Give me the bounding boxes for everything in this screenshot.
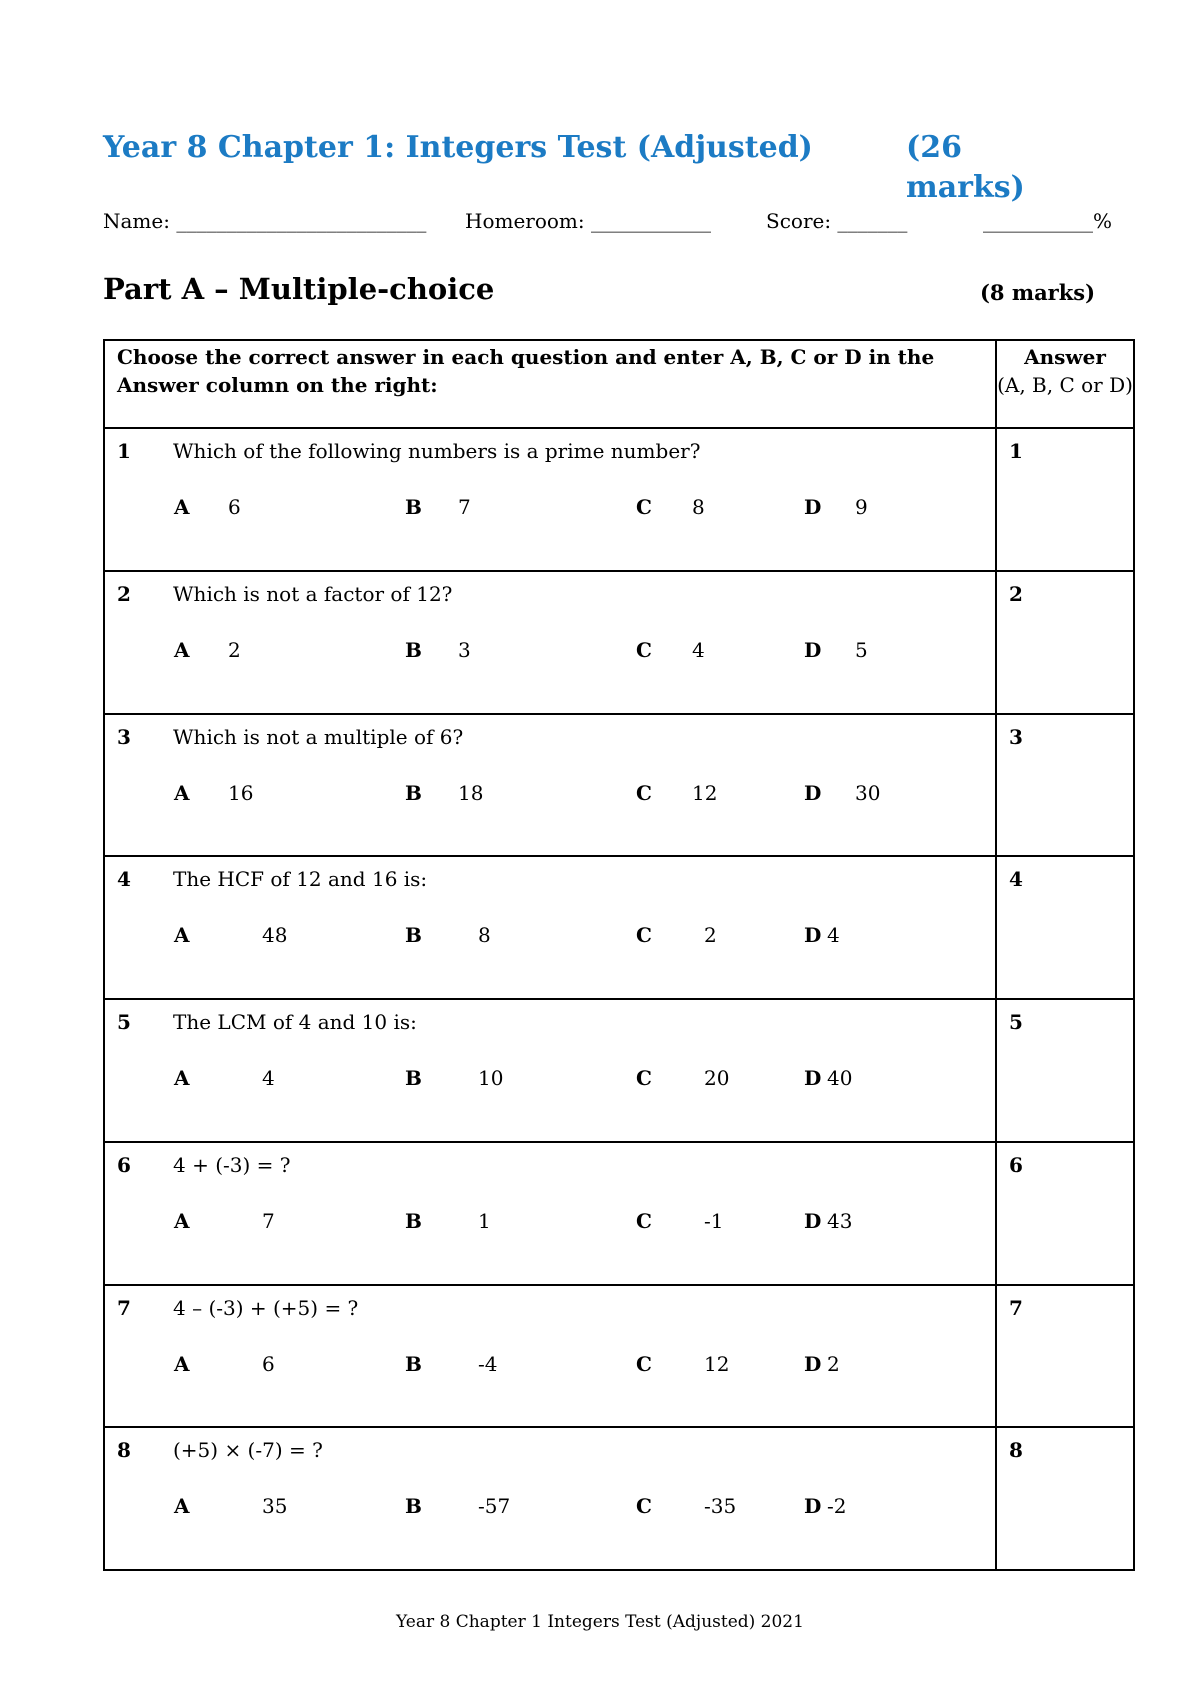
- option-value: 2: [704, 923, 717, 948]
- option-letter: D: [804, 1494, 822, 1519]
- answer-number: 6: [1009, 1152, 1023, 1177]
- option-value: 40: [827, 1066, 853, 1091]
- answer-number: 1: [1009, 439, 1023, 464]
- answer-header-title: Answer: [1024, 345, 1106, 369]
- option-b: [405, 1494, 422, 1518]
- answer-cell[interactable]: [996, 714, 1134, 857]
- homeroom-field[interactable]: Homeroom: ____________: [465, 209, 711, 233]
- question-row: [104, 571, 1134, 714]
- option-value: 1: [478, 1208, 491, 1233]
- table-header-row: [104, 340, 1134, 428]
- question-text: Which is not a multiple of 6?: [173, 724, 464, 749]
- option-value: 4: [262, 1066, 275, 1091]
- option-letter: A: [174, 638, 190, 663]
- option-letter: D: [804, 495, 822, 520]
- question-number: 1: [117, 439, 131, 464]
- question-number: 4: [117, 867, 131, 892]
- option-a: [174, 638, 190, 662]
- answer-cell[interactable]: [996, 1427, 1134, 1570]
- question-cell: [104, 714, 996, 857]
- option-letter: B: [405, 1494, 422, 1519]
- option-a: [174, 1209, 190, 1233]
- answer-cell[interactable]: [996, 999, 1134, 1142]
- option-c: [636, 1066, 652, 1090]
- option-value: -4: [478, 1351, 498, 1376]
- option-letter: A: [174, 1351, 190, 1376]
- name-field[interactable]: Name: _________________________: [103, 209, 427, 233]
- answer-header-cell: [996, 340, 1134, 428]
- part-a-heading: Part A – Multiple-choice: [103, 272, 495, 306]
- option-a: [174, 495, 190, 519]
- option-value: -35: [704, 1494, 737, 1519]
- question-cell: [104, 428, 996, 571]
- option-value: 4: [692, 638, 705, 663]
- option-letter: C: [636, 638, 652, 663]
- option-d: [804, 1352, 821, 1376]
- question-text: 4 + (-3) = ?: [173, 1152, 291, 1177]
- question-cell: [104, 1142, 996, 1285]
- option-value: 18: [458, 780, 484, 805]
- option-a: [174, 1494, 190, 1518]
- question-row: [104, 856, 1134, 999]
- option-value: 12: [692, 780, 718, 805]
- option-letter: C: [636, 923, 652, 948]
- option-letter: C: [636, 1066, 652, 1091]
- option-b: [405, 495, 422, 519]
- option-d: [804, 1066, 821, 1090]
- option-value: 8: [692, 495, 705, 520]
- option-letter: A: [174, 923, 190, 948]
- option-value: 6: [228, 495, 241, 520]
- question-cell: [104, 1427, 996, 1570]
- option-letter: B: [405, 1351, 422, 1376]
- option-letter: C: [636, 780, 652, 805]
- option-b: [405, 1352, 422, 1376]
- option-value: 6: [262, 1351, 275, 1376]
- option-letter: C: [636, 1351, 652, 1376]
- answer-number: 7: [1009, 1295, 1023, 1320]
- option-a: [174, 923, 190, 947]
- answer-header-sub: (A, B, C or D): [997, 373, 1133, 397]
- question-text: The HCF of 12 and 16 is:: [173, 867, 428, 892]
- question-text: The LCM of 4 and 10 is:: [173, 1010, 417, 1035]
- option-letter: C: [636, 495, 652, 520]
- answer-cell[interactable]: [996, 856, 1134, 999]
- option-c: [636, 1352, 652, 1376]
- question-row: [104, 1142, 1134, 1285]
- question-row: [104, 1427, 1134, 1570]
- question-row: [104, 714, 1134, 857]
- question-row: [104, 428, 1134, 571]
- option-value: 12: [704, 1351, 730, 1376]
- question-number: 7: [117, 1295, 131, 1320]
- percent-field[interactable]: ___________%: [983, 209, 1113, 233]
- option-d: [804, 495, 821, 519]
- option-letter: B: [405, 923, 422, 948]
- option-value: 48: [262, 923, 288, 948]
- option-d: [804, 1494, 821, 1518]
- option-b: [405, 1209, 422, 1233]
- student-info-line: [103, 206, 1123, 236]
- part-a-marks: (8 marks): [980, 280, 1096, 305]
- answer-number: 5: [1009, 1010, 1023, 1035]
- answer-cell[interactable]: [996, 428, 1134, 571]
- answer-cell[interactable]: [996, 571, 1134, 714]
- question-text: Which is not a factor of 12?: [173, 582, 453, 607]
- option-value: 9: [855, 495, 868, 520]
- option-letter: B: [405, 495, 422, 520]
- option-value: 3: [458, 638, 471, 663]
- option-c: [636, 1209, 652, 1233]
- option-letter: A: [174, 1066, 190, 1091]
- question-number: 2: [117, 582, 131, 607]
- option-letter: B: [405, 1066, 422, 1091]
- test-title: [103, 128, 1083, 205]
- option-a: [174, 1066, 190, 1090]
- option-value: 8: [478, 923, 491, 948]
- question-text: 4 – (-3) + (+5) = ?: [173, 1295, 359, 1320]
- option-letter: D: [804, 923, 822, 948]
- option-letter: D: [804, 638, 822, 663]
- total-marks: (26 marks): [906, 130, 1025, 205]
- score-field[interactable]: Score: _______: [766, 209, 908, 233]
- multiple-choice-table: [103, 339, 1135, 1571]
- option-b: [405, 638, 422, 662]
- question-number: 8: [117, 1438, 131, 1463]
- option-b: [405, 1066, 422, 1090]
- option-c: [636, 781, 652, 805]
- option-value: 16: [228, 780, 254, 805]
- answer-number: 4: [1009, 867, 1023, 892]
- option-a: [174, 781, 190, 805]
- option-value: 30: [855, 780, 881, 805]
- option-d: [804, 1209, 821, 1233]
- question-text: (+5) × (-7) = ?: [173, 1438, 323, 1463]
- option-c: [636, 495, 652, 519]
- option-b: [405, 923, 422, 947]
- option-letter: D: [804, 780, 822, 805]
- option-letter: D: [804, 1208, 822, 1233]
- option-value: -2: [827, 1494, 847, 1519]
- option-letter: A: [174, 1494, 190, 1519]
- option-c: [636, 638, 652, 662]
- option-letter: B: [405, 638, 422, 663]
- option-d: [804, 638, 821, 662]
- answer-cell[interactable]: [996, 1285, 1134, 1428]
- option-letter: B: [405, 1208, 422, 1233]
- option-letter: D: [804, 1066, 822, 1091]
- option-value: 20: [704, 1066, 730, 1091]
- option-value: 2: [228, 638, 241, 663]
- option-letter: D: [804, 1351, 822, 1376]
- question-row: [104, 999, 1134, 1142]
- answer-number: 2: [1009, 582, 1023, 607]
- question-number: 3: [117, 724, 131, 749]
- option-value: 43: [827, 1208, 853, 1233]
- option-value: 7: [262, 1208, 275, 1233]
- option-d: [804, 923, 821, 947]
- option-letter: A: [174, 780, 190, 805]
- title-text: Year 8 Chapter 1: Integers Test (Adjusted): [103, 130, 813, 165]
- option-value: 2: [827, 1351, 840, 1376]
- answer-cell[interactable]: [996, 1142, 1134, 1285]
- option-value: -57: [478, 1494, 511, 1519]
- option-value: 5: [855, 638, 868, 663]
- question-number: 5: [117, 1010, 131, 1035]
- option-letter: C: [636, 1494, 652, 1519]
- option-value: 7: [458, 495, 471, 520]
- option-value: 35: [262, 1494, 288, 1519]
- question-cell: [104, 999, 996, 1142]
- option-c: [636, 1494, 652, 1518]
- option-letter: A: [174, 495, 190, 520]
- question-cell: [104, 1285, 996, 1428]
- option-value: 4: [827, 923, 840, 948]
- question-text: Which of the following numbers is a prime number?: [173, 439, 701, 464]
- option-letter: C: [636, 1208, 652, 1233]
- answer-number: 3: [1009, 724, 1023, 749]
- question-number: 6: [117, 1152, 131, 1177]
- option-a: [174, 1352, 190, 1376]
- page-footer: Year 8 Chapter 1 Integers Test (Adjusted) 2021: [396, 1612, 804, 1632]
- option-b: [405, 781, 422, 805]
- question-row: [104, 1285, 1134, 1428]
- option-letter: A: [174, 1208, 190, 1233]
- answer-number: 8: [1009, 1438, 1023, 1463]
- option-value: 10: [478, 1066, 504, 1091]
- option-value: -1: [704, 1208, 724, 1233]
- instruction-text: Choose the correct answer in each question and enter A, B, C or D in the Answer column on the right:: [117, 345, 935, 397]
- option-d: [804, 781, 821, 805]
- part-a-header: [103, 272, 1103, 312]
- option-letter: B: [405, 780, 422, 805]
- option-c: [636, 923, 652, 947]
- instruction-cell: [104, 340, 996, 428]
- question-cell: [104, 571, 996, 714]
- question-cell: [104, 856, 996, 999]
